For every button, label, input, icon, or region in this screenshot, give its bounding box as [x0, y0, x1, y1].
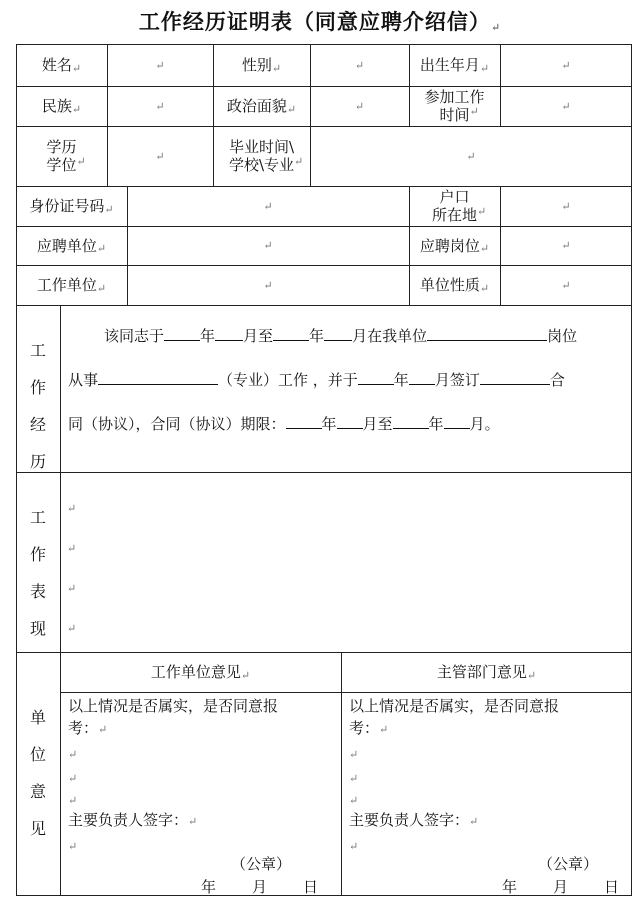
return-mark: ↵ [98, 723, 108, 736]
birth-value[interactable] [500, 44, 632, 86]
return-mark: ↵ [561, 99, 571, 113]
return-mark: ↵ [68, 794, 78, 807]
return-mark: ↵ [466, 149, 476, 163]
experience-line-1: 该同志于 年 月至 年 月在我单位 岗位 [104, 327, 578, 345]
id-number-value[interactable] [127, 186, 409, 226]
work-start-value[interactable] [500, 86, 632, 126]
return-mark: ↵ [479, 61, 490, 75]
experience-label: 工 作 经 历 [29, 341, 46, 471]
household-value[interactable] [500, 186, 632, 226]
return-mark: ↵ [479, 281, 490, 295]
return-mark: ↵ [286, 102, 297, 116]
month-blank[interactable] [215, 325, 243, 341]
return-mark: ↵ [104, 202, 114, 216]
page-title: 工作经历证明表（同意应聘介绍信）↵ [138, 9, 502, 34]
return-mark: ↵ [67, 582, 77, 595]
return-mark: ↵ [155, 149, 165, 163]
political-value[interactable] [310, 86, 409, 126]
return-mark: ↵ [349, 772, 359, 785]
graduation-value[interactable] [310, 126, 632, 186]
return-mark: ↵ [71, 61, 82, 75]
household-label: 户口 所在地 ↵ [431, 188, 487, 224]
return-mark: ↵ [349, 748, 359, 761]
return-mark: ↵ [68, 840, 78, 853]
return-mark: ↵ [263, 278, 273, 292]
gender-value[interactable] [310, 44, 409, 86]
name-value[interactable] [107, 44, 213, 86]
return-mark: ↵ [263, 239, 273, 252]
apply-unit-label: 应聘单位 ↵ [36, 236, 107, 255]
seal-label: （公章） [231, 855, 292, 873]
return-mark: ↵ [349, 840, 359, 853]
return-mark: ↵ [294, 155, 304, 168]
unit-nature-label: 单位性质 ↵ [419, 276, 490, 295]
row-divider [16, 305, 632, 306]
return-mark: ↵ [68, 748, 78, 761]
ethnicity-label: 民族 ↵ [41, 97, 82, 116]
return-mark: ↵ [67, 622, 77, 635]
work-unit-label: 工作单位 ↵ [36, 276, 107, 295]
education-label: 学历 学位 ↵ [46, 138, 86, 174]
return-mark: ↵ [561, 278, 571, 292]
return-mark: ↵ [271, 61, 282, 75]
return-mark: ↵ [561, 239, 571, 252]
month-blank[interactable] [337, 413, 363, 429]
gender-label: 性别 ↵ [241, 56, 282, 75]
opinion-label: 单 位 意 见 [29, 708, 46, 838]
year-blank[interactable] [358, 369, 394, 385]
dept-opinion-panel[interactable] [342, 693, 631, 895]
date-line: 年 月 日 [502, 878, 620, 896]
year-blank[interactable] [286, 413, 322, 429]
contract-blank[interactable] [480, 369, 550, 385]
return-mark: ↵ [68, 772, 78, 785]
return-mark: ↵ [188, 815, 198, 828]
apply-unit-value[interactable] [127, 226, 409, 265]
profession-blank[interactable] [98, 369, 218, 385]
return-mark: ↵ [469, 105, 479, 118]
position-blank[interactable] [427, 325, 547, 341]
return-mark: ↵ [479, 242, 490, 255]
performance-label: 工 作 表 现 [29, 508, 46, 638]
year-blank[interactable] [393, 413, 429, 429]
unit-opinion-header: 工作单位意见 ↵ [150, 663, 251, 682]
question-line-2: 考：↵ [349, 719, 389, 737]
return-mark: ↵ [76, 155, 86, 168]
return-mark: ↵ [354, 99, 365, 113]
name-label: 姓名 ↵ [41, 56, 82, 75]
return-mark: ↵ [240, 668, 251, 682]
return-mark: ↵ [526, 668, 537, 682]
signature-label: 主要负责人签字：↵ [68, 811, 198, 829]
year-blank[interactable] [273, 325, 309, 341]
month-blank[interactable] [409, 369, 435, 385]
seal-label: （公章） [538, 855, 599, 873]
month-blank[interactable] [444, 413, 470, 429]
apply-post-value[interactable] [500, 226, 632, 265]
return-mark: ↵ [96, 281, 107, 295]
question-line-1: 以上情况是否属实，是否同意报 [68, 697, 279, 715]
return-mark: ↵ [263, 199, 273, 213]
return-mark: ↵ [67, 502, 77, 515]
return-mark: ↵ [379, 723, 389, 736]
date-line: 年 月 日 [201, 878, 319, 896]
return-mark: ↵ [67, 542, 77, 555]
unit-nature-value[interactable] [500, 265, 632, 305]
return-mark: ↵ [561, 58, 571, 72]
question-line-1: 以上情况是否属实，是否同意报 [349, 697, 560, 715]
return-mark: ↵ [349, 794, 359, 807]
month-blank[interactable] [324, 325, 352, 341]
return-mark: ↵ [71, 102, 82, 116]
dept-opinion-header: 主管部门意见 ↵ [436, 663, 537, 682]
question-line-2: 考：↵ [68, 719, 108, 737]
id-number-label: 身份证号码 ↵ [29, 197, 114, 216]
return-mark: ↵ [96, 242, 107, 255]
ethnicity-value[interactable] [107, 86, 213, 126]
return-mark: ↵ [469, 815, 479, 828]
unit-opinion-panel[interactable] [61, 693, 341, 895]
political-label: 政治面貌 ↵ [226, 97, 297, 116]
return-mark: ↵ [155, 58, 165, 72]
return-mark: ↵ [155, 99, 165, 113]
education-value[interactable] [107, 126, 213, 186]
experience-line-2: 从事 （专业）工作 ，并于 年 月签订 合 [68, 371, 565, 389]
apply-post-label: 应聘岗位 ↵ [419, 236, 490, 255]
work-unit-value[interactable] [127, 265, 409, 305]
return-mark: ↵ [561, 199, 571, 213]
year-blank[interactable] [164, 325, 200, 341]
graduation-label: 毕业时间\ 学校\专业 ↵ [228, 138, 304, 174]
return-mark: ↵ [477, 205, 487, 218]
return-mark: ↵ [354, 58, 365, 72]
birth-label: 出生年月 ↵ [419, 56, 490, 75]
performance-area[interactable] [61, 473, 631, 651]
experience-line-3: 同（协议），合同（协议）期限： 年 月至 年 月。 [68, 415, 500, 433]
signature-label: 主要负责人签字：↵ [349, 811, 479, 829]
work-start-label: 参加工作 时间 ↵ [424, 88, 485, 124]
